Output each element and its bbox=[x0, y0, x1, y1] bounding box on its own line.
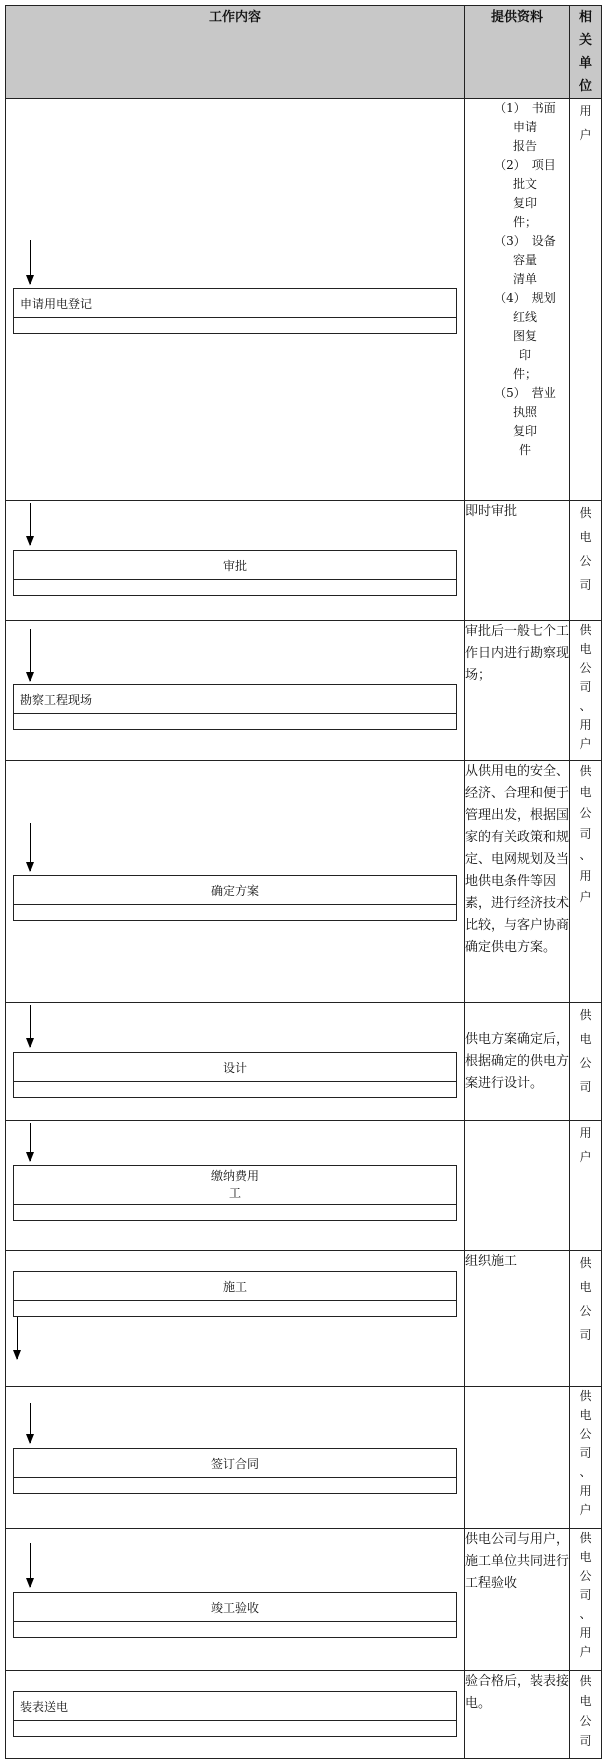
unit-char: 司 bbox=[579, 578, 592, 592]
unit-char: 公 bbox=[579, 1427, 592, 1441]
step-box-subrow bbox=[14, 1300, 456, 1316]
header-unit-char: 单 bbox=[578, 56, 592, 71]
table-row bbox=[6, 1121, 602, 1251]
header-unit-char: 关 bbox=[578, 33, 592, 48]
unit-char: 户 bbox=[579, 1150, 592, 1164]
step-label: 确定方案 bbox=[210, 883, 259, 898]
step-box bbox=[13, 550, 457, 596]
unit-char: 司 bbox=[579, 827, 592, 841]
step-box-subrow bbox=[14, 1477, 456, 1493]
process-flow-table bbox=[5, 5, 602, 1759]
docs-line: （5） 营业 bbox=[494, 386, 556, 400]
unit-cell bbox=[570, 621, 602, 761]
unit-char: 、 bbox=[579, 699, 592, 713]
unit-char: 用 bbox=[579, 104, 592, 118]
unit-char: 电 bbox=[579, 1280, 592, 1294]
unit-cell bbox=[570, 501, 602, 621]
unit-char: 电 bbox=[579, 1408, 592, 1422]
unit-cell bbox=[570, 1387, 602, 1529]
unit-char: 公 bbox=[579, 1569, 592, 1583]
docs-line: 容量 bbox=[512, 253, 537, 267]
down-arrow-icon bbox=[30, 1123, 31, 1161]
unit-char: 司 bbox=[579, 1588, 592, 1602]
docs-line: 件； bbox=[512, 215, 537, 229]
unit-char: 司 bbox=[579, 1734, 592, 1748]
step-label: 申请用电登记 bbox=[20, 296, 93, 311]
docs-cell: 验合格后，装表接电。 bbox=[465, 1671, 570, 1759]
unit-char: 供 bbox=[579, 623, 592, 637]
work-cell bbox=[6, 1251, 465, 1387]
unit-char: 电 bbox=[579, 530, 592, 544]
header-docs: 提供资料 bbox=[465, 6, 570, 99]
docs-line: （2） 项目 bbox=[494, 158, 556, 172]
down-arrow-icon bbox=[30, 1403, 31, 1443]
step-box-subrow bbox=[14, 317, 456, 333]
step-label-line: 工 bbox=[228, 1186, 241, 1200]
down-arrow-icon bbox=[30, 1543, 31, 1587]
unit-cell bbox=[570, 1121, 602, 1251]
docs-cell: 供电公司与用户，施工单位共同进行工程验收 bbox=[465, 1529, 570, 1671]
step-box-subrow bbox=[14, 1720, 456, 1736]
unit-char: 公 bbox=[579, 1056, 592, 1070]
header-unit bbox=[570, 6, 602, 99]
unit-char: 户 bbox=[579, 1503, 592, 1517]
docs-line: （4） 规划 bbox=[494, 291, 556, 305]
unit-char: 、 bbox=[579, 1465, 592, 1479]
unit-char: 供 bbox=[579, 1531, 592, 1545]
unit-char: 用 bbox=[579, 1484, 592, 1498]
unit-cell bbox=[570, 99, 602, 501]
docs-line: （3） 设备 bbox=[494, 234, 556, 248]
docs-cell: 从供用电的安全、经济、合理和便于管理出发，根据国家的有关政策和规定、电网规划及当地供电条件等因素，进行经济技术比较，与客户协商确定供电方案。 bbox=[465, 761, 570, 1003]
step-box bbox=[13, 1271, 457, 1317]
unit-char: 、 bbox=[579, 1607, 592, 1621]
docs-line: 复印 bbox=[512, 196, 537, 210]
unit-char: 司 bbox=[579, 1446, 592, 1460]
header-unit-char: 相 bbox=[578, 10, 592, 25]
work-cell bbox=[6, 1121, 465, 1251]
step-label: 竣工验收 bbox=[210, 1600, 259, 1615]
step-label: 设计 bbox=[222, 1060, 247, 1075]
unit-char: 公 bbox=[579, 1714, 592, 1728]
unit-char: 、 bbox=[579, 848, 592, 862]
step-box-subrow bbox=[14, 713, 456, 729]
docs-cell bbox=[465, 1387, 570, 1529]
down-arrow-icon bbox=[17, 1317, 18, 1359]
docs-cell: 组织施工 bbox=[465, 1251, 570, 1387]
step-box-subrow bbox=[14, 1621, 456, 1637]
unit-char: 户 bbox=[579, 737, 592, 751]
unit-char: 公 bbox=[579, 1304, 592, 1318]
unit-char: 用 bbox=[579, 718, 592, 732]
down-arrow-icon bbox=[30, 823, 31, 871]
docs-cell: 即时审批 bbox=[465, 501, 570, 621]
unit-char: 供 bbox=[579, 1008, 592, 1022]
down-arrow-icon bbox=[30, 240, 31, 284]
unit-char: 电 bbox=[579, 1694, 592, 1708]
step-box-subrow bbox=[14, 904, 456, 920]
docs-line: 执照 bbox=[512, 405, 537, 419]
step-box-subrow bbox=[14, 1081, 456, 1097]
unit-char: 电 bbox=[579, 1032, 592, 1046]
docs-list bbox=[465, 99, 569, 460]
header-work: 工作内容 bbox=[6, 6, 465, 99]
down-arrow-icon bbox=[30, 1005, 31, 1047]
unit-char: 公 bbox=[579, 661, 592, 675]
docs-line: 件 bbox=[518, 443, 531, 457]
unit-char: 电 bbox=[579, 642, 592, 656]
step-box bbox=[13, 1052, 457, 1098]
table-row bbox=[6, 501, 602, 621]
work-cell bbox=[6, 99, 465, 501]
step-box bbox=[13, 288, 457, 334]
unit-char: 用 bbox=[579, 1626, 592, 1640]
docs-line: 图复 bbox=[512, 329, 537, 343]
header-unit-char: 位 bbox=[578, 79, 592, 94]
docs-line: 件； bbox=[512, 367, 537, 381]
down-arrow-icon bbox=[30, 503, 31, 545]
docs-cell bbox=[465, 99, 570, 501]
table-row bbox=[6, 621, 602, 761]
docs-cell: 供电方案确定后，根据确定的供电方案进行设计。 bbox=[465, 1003, 570, 1121]
unit-char: 电 bbox=[579, 785, 592, 799]
step-box bbox=[13, 875, 457, 921]
table-row bbox=[6, 1387, 602, 1529]
unit-char: 司 bbox=[579, 680, 592, 694]
unit-char: 用 bbox=[579, 869, 592, 883]
unit-cell bbox=[570, 1251, 602, 1387]
unit-char: 司 bbox=[579, 1080, 592, 1094]
down-arrow-icon bbox=[30, 629, 31, 681]
unit-char: 电 bbox=[579, 1550, 592, 1564]
step-label: 审批 bbox=[222, 558, 247, 573]
step-label: 施工 bbox=[222, 1279, 247, 1294]
unit-char: 供 bbox=[579, 1674, 592, 1688]
unit-char: 供 bbox=[579, 506, 592, 520]
docs-line: 复印 bbox=[512, 424, 537, 438]
step-box bbox=[13, 1165, 457, 1221]
work-cell bbox=[6, 1387, 465, 1529]
unit-char: 户 bbox=[579, 1645, 592, 1659]
step-box-subrow bbox=[14, 1204, 456, 1220]
table-row bbox=[6, 99, 602, 501]
step-label bbox=[14, 1166, 456, 1204]
work-cell bbox=[6, 761, 465, 1003]
unit-char: 公 bbox=[579, 806, 592, 820]
step-box bbox=[13, 1691, 457, 1737]
unit-char: 供 bbox=[579, 1256, 592, 1270]
table-row bbox=[6, 761, 602, 1003]
docs-line: 红线 bbox=[512, 310, 537, 324]
docs-line: 申请 bbox=[512, 120, 537, 134]
docs-cell bbox=[465, 1121, 570, 1251]
table-row bbox=[6, 1251, 602, 1387]
table-row bbox=[6, 1671, 602, 1759]
table-row bbox=[6, 1003, 602, 1121]
docs-line: 报告 bbox=[512, 139, 537, 153]
table-row bbox=[6, 1529, 602, 1671]
unit-cell bbox=[570, 1671, 602, 1759]
unit-char: 供 bbox=[579, 1389, 592, 1403]
unit-char: 户 bbox=[579, 890, 592, 904]
unit-cell bbox=[570, 1003, 602, 1121]
unit-char: 户 bbox=[579, 128, 592, 142]
work-cell bbox=[6, 1003, 465, 1121]
docs-line: （1） 书面 bbox=[494, 101, 556, 115]
step-label: 勘察工程现场 bbox=[20, 692, 93, 707]
work-cell bbox=[6, 1529, 465, 1671]
step-label: 装表送电 bbox=[20, 1699, 69, 1714]
unit-char: 供 bbox=[579, 764, 592, 778]
step-box-subrow bbox=[14, 579, 456, 595]
unit-char: 司 bbox=[579, 1328, 592, 1342]
unit-cell bbox=[570, 1529, 602, 1671]
docs-cell: 审批后一般七个工作日内进行勘察现场； bbox=[465, 621, 570, 761]
unit-char: 用 bbox=[579, 1126, 592, 1140]
step-box bbox=[13, 1592, 457, 1638]
work-cell bbox=[6, 1671, 465, 1759]
step-label-line: 缴纳费用 bbox=[210, 1169, 259, 1183]
work-cell bbox=[6, 621, 465, 761]
step-label: 签订合同 bbox=[210, 1456, 259, 1471]
step-box bbox=[13, 1448, 457, 1494]
step-box bbox=[13, 684, 457, 730]
unit-cell bbox=[570, 761, 602, 1003]
docs-line: 印 bbox=[518, 348, 531, 362]
docs-line: 清单 bbox=[512, 272, 537, 286]
unit-char: 公 bbox=[579, 554, 592, 568]
header-row bbox=[6, 6, 602, 99]
work-cell bbox=[6, 501, 465, 621]
docs-line: 批文 bbox=[512, 177, 537, 191]
